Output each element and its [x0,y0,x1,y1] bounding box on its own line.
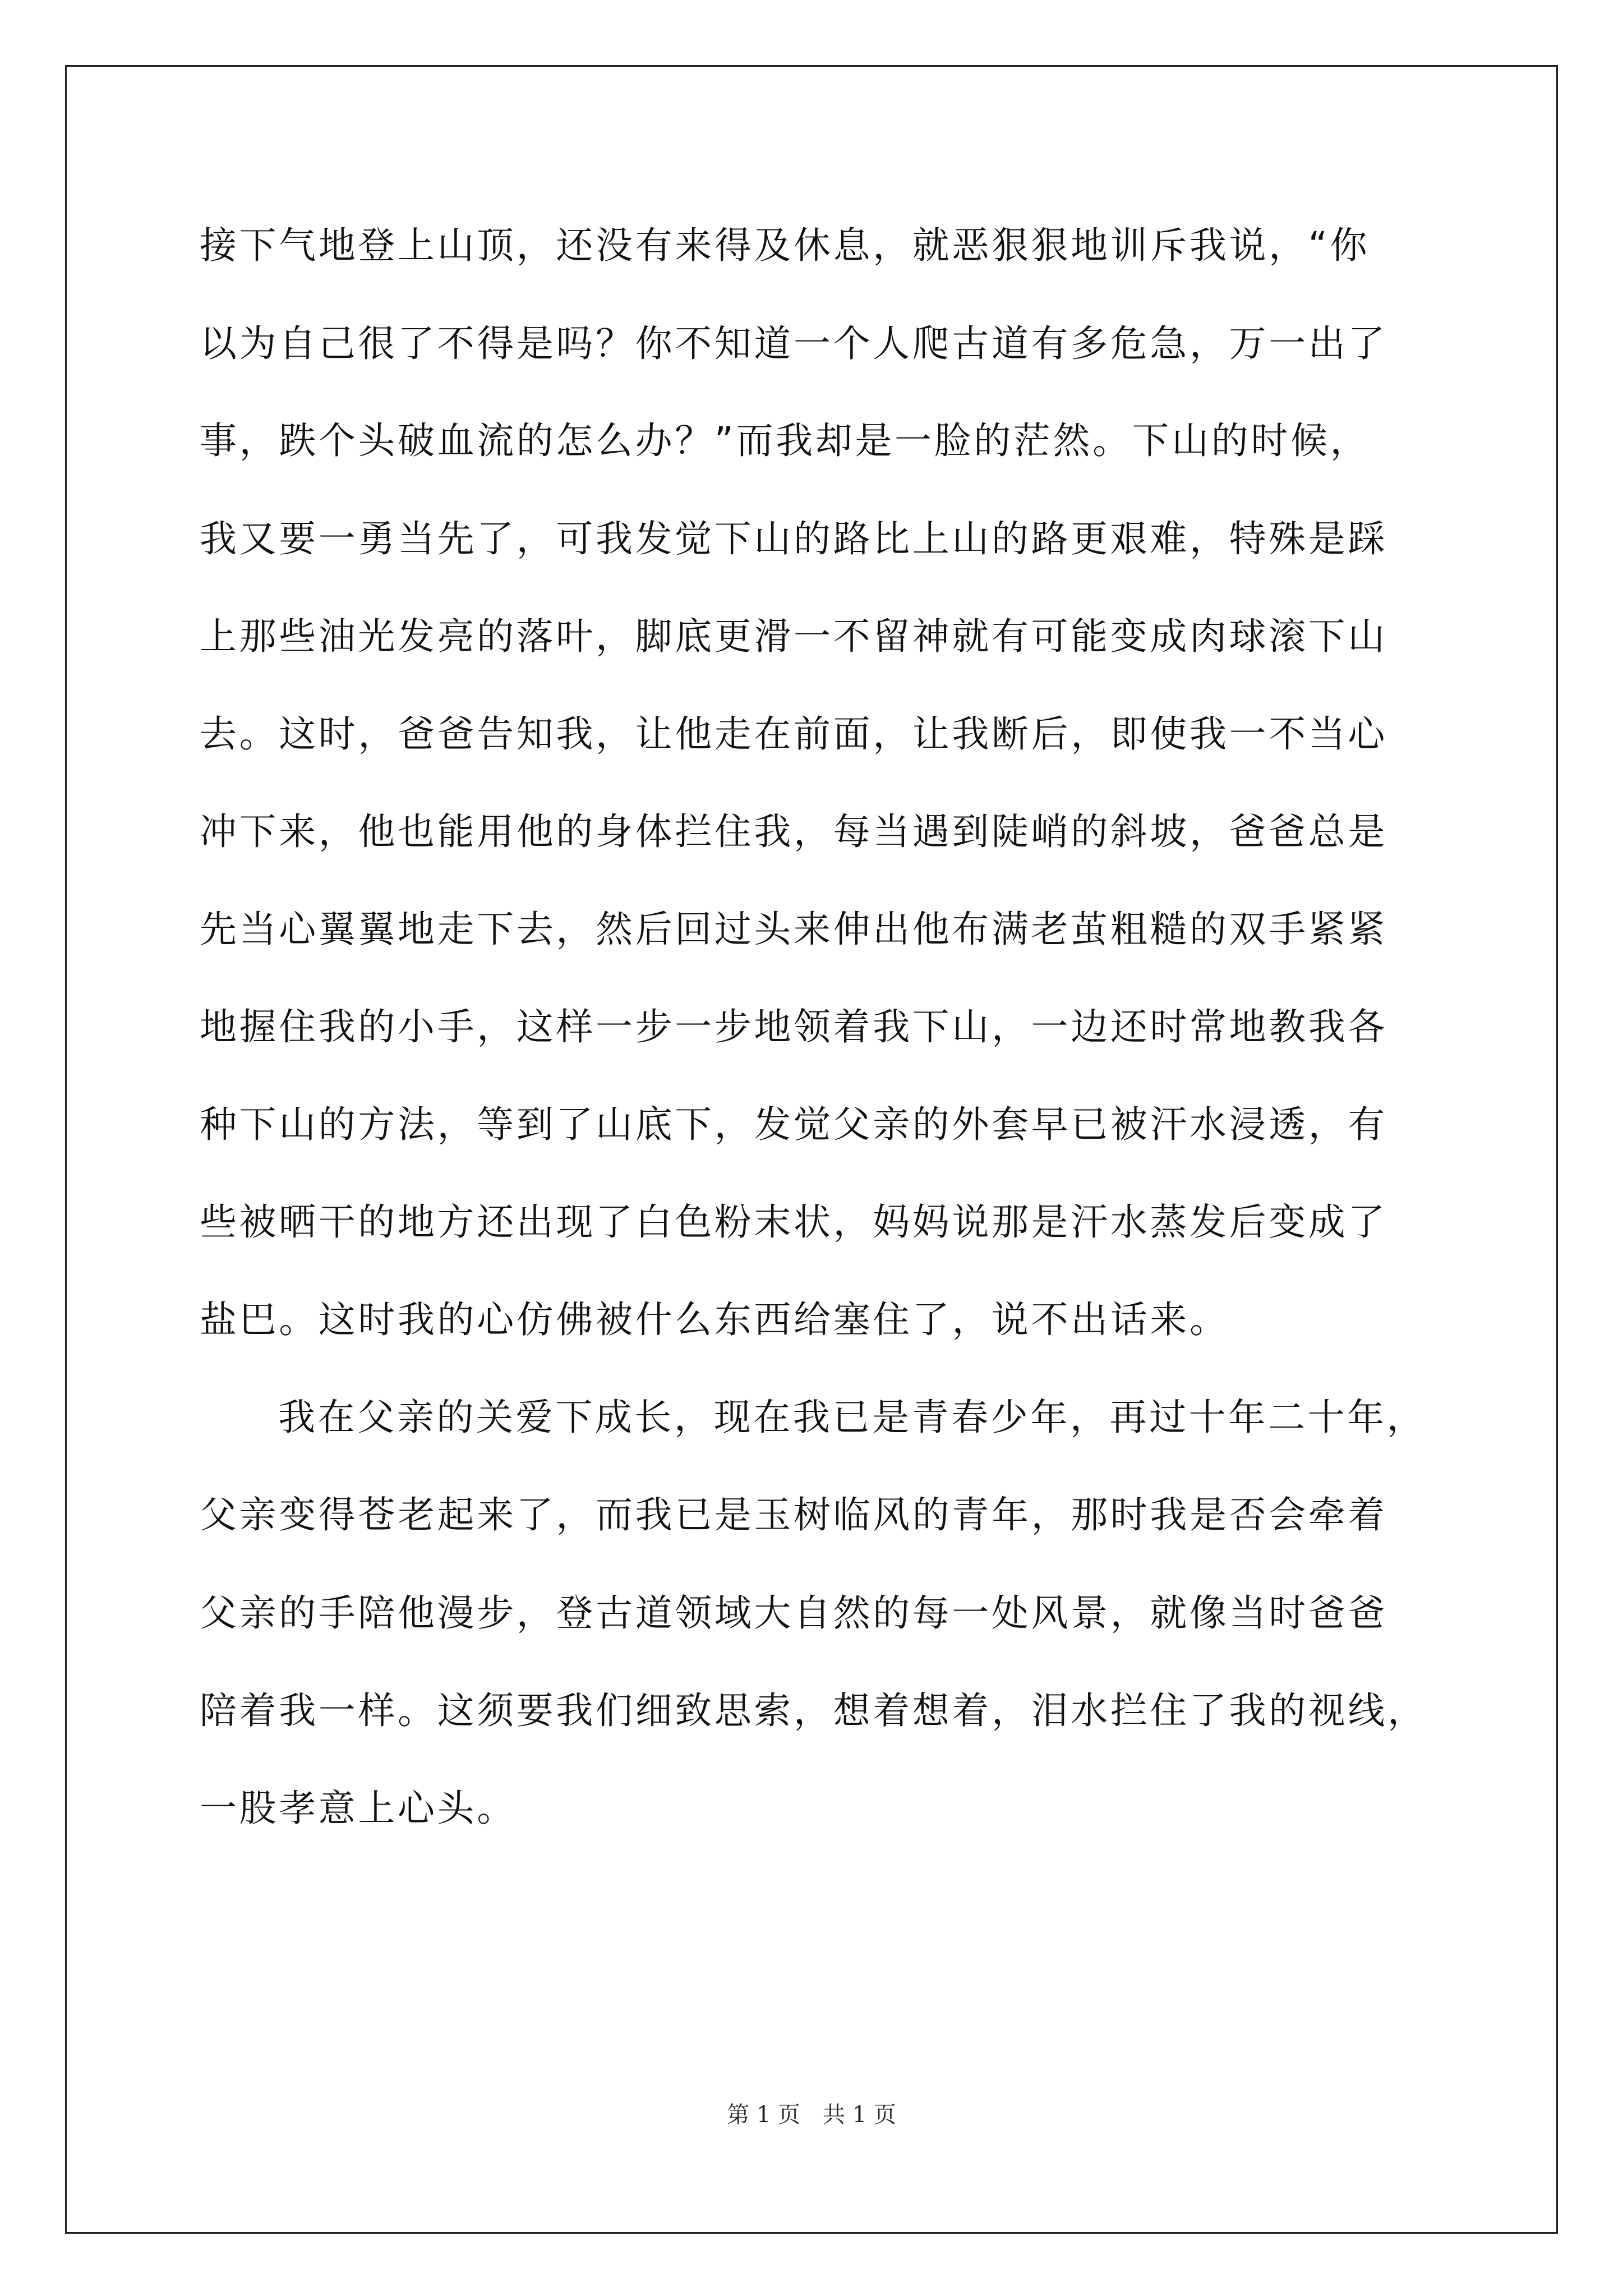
text-line: 父亲的手陪他漫步，登古道领域大自然的每一处风景，就像当时爸爸 [200,1591,1387,1635]
text-line: 我又要一勇当先了，可我发觉下山的路比上山的路更艰难，特殊是踩 [200,517,1387,560]
text-line: 去。这时，爸爸告知我，让他走在前面，让我断后，即使我一不当心 [200,712,1387,756]
text-line: 地握住我的小手，这样一步一步地领着我下山，一边还时常地教我各 [200,1005,1387,1048]
text-line: 接下气地登上山顶，还没有来得及休息，就恶狠狠地训斥我说，“你 [200,224,1370,267]
text-line: 陪着我一样。这须要我们细致思索，想着想着，泪水拦住了我的视线， [200,1689,1427,1732]
text-line: 上那些油光发亮的落叶，脚底更滑一不留神就有可能变成肉球滚下山 [200,615,1387,658]
text-line: 一股孝意上心头。 [200,1787,517,1830]
page-border [65,65,1558,2234]
paragraph-first-line: 我在父亲的关爱下成长，现在我已是青春少年，再过十年二十年， [278,1396,1427,1439]
text-line: 事，跌个头破血流的怎么办？”而我却是一脸的茫然。下山的时候， [200,419,1370,462]
text-line: 种下山的方法，等到了山底下，发觉父亲的外套早已被汗水浸透，有 [200,1103,1387,1146]
text-line: 些被晒干的地方还出现了白色粉末状，妈妈说那是汗水蒸发后变成了 [200,1200,1387,1244]
text-line: 以为自己很了不得是吗？你不知道一个人爬古道有多危急，万一出了 [200,322,1387,365]
text-line: 先当心翼翼地走下去，然后回过头来伸出他布满老茧粗糙的双手紧紧 [200,908,1387,951]
text-line: 父亲变得苍老起来了，而我已是玉树临风的青年，那时我是否会牵着 [200,1493,1387,1536]
page-footer: 第 1 页 共 1 页 [727,2102,896,2128]
text-line: 冲下来，他也能用他的身体拦住我，每当遇到陡峭的斜坡，爸爸总是 [200,810,1387,853]
text-line: 盐巴。这时我的心仿佛被什么东西给塞住了，说不出话来。 [200,1298,1229,1341]
